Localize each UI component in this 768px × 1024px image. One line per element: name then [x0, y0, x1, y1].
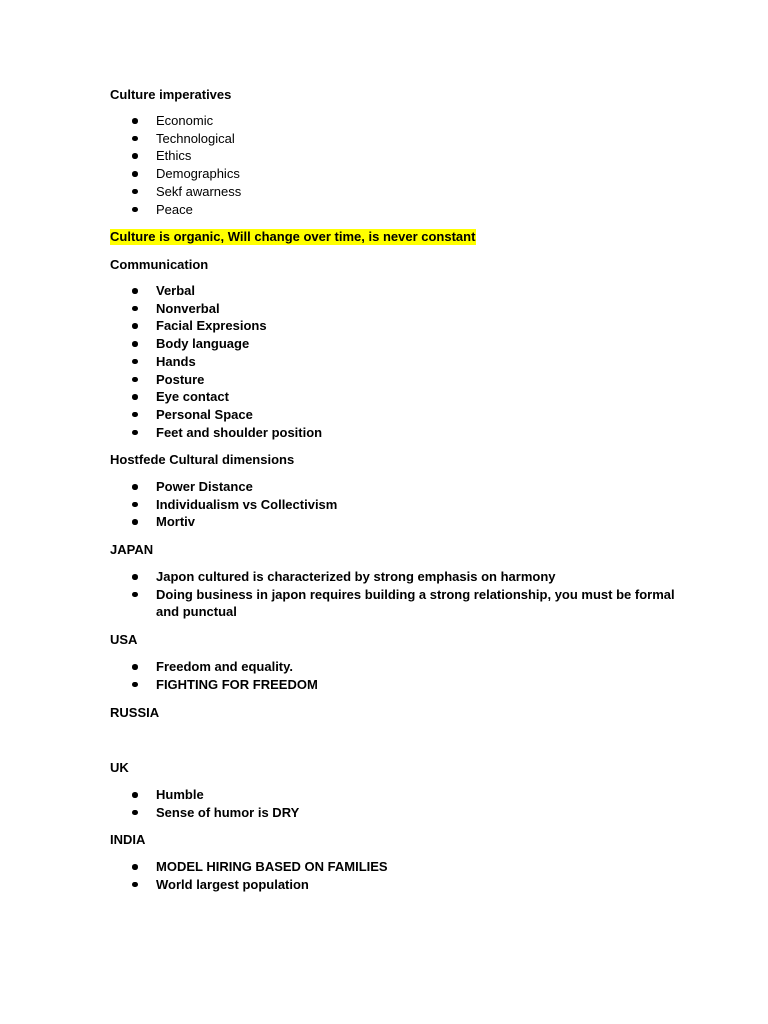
highlighted-statement-line	[110, 228, 476, 246]
list-usa	[110, 658, 318, 693]
heading-india: INDIA	[110, 832, 146, 847]
list-item: Body language	[110, 335, 322, 353]
list-item: Humble	[110, 786, 299, 804]
heading-usa: USA	[110, 632, 138, 647]
list-item: Japon cultured is characterized by strong emphasis on harmony	[110, 568, 676, 586]
heading-uk: UK	[110, 760, 129, 775]
heading-culture-imperatives: Culture imperatives	[110, 87, 232, 102]
list-item: Eye contact	[110, 388, 322, 406]
list-item: Peace	[110, 201, 241, 219]
list-uk	[110, 786, 299, 821]
list-japan	[110, 568, 676, 621]
heading-russia: RUSSIA	[110, 705, 160, 720]
list-item: Nonverbal	[110, 300, 322, 318]
list-item: Power Distance	[110, 478, 337, 496]
list-item: Posture	[110, 371, 322, 389]
list-hofstede	[110, 478, 337, 531]
list-item: Feet and shoulder position	[110, 424, 322, 442]
list-india	[110, 858, 388, 893]
list-item: Freedom and equality.	[110, 658, 318, 676]
list-item: Hands	[110, 353, 322, 371]
list-item: Demographics	[110, 165, 241, 183]
list-culture-imperatives	[110, 112, 241, 218]
highlighted-statement: Culture is organic, Will change over time, is never constant	[110, 229, 476, 244]
list-item: Ethics	[110, 147, 241, 165]
list-item: Technological	[110, 130, 241, 148]
list-item: Economic	[110, 112, 241, 130]
heading-hofstede: Hostfede Cultural dimensions	[110, 452, 295, 467]
list-communication	[110, 282, 322, 441]
list-item: Doing business in japon requires building a strong relationship, you must be formal and punctual	[110, 586, 676, 621]
list-item: World largest population	[110, 876, 388, 894]
list-item: Sense of humor is DRY	[110, 804, 299, 822]
list-item: Individualism vs Collectivism	[110, 496, 337, 514]
heading-japan: JAPAN	[110, 542, 154, 557]
list-item: FIGHTING FOR FREEDOM	[110, 676, 318, 694]
list-item: Sekf awarness	[110, 183, 241, 201]
list-item: MODEL HIRING BASED ON FAMILIES	[110, 858, 388, 876]
list-item: Facial Expresions	[110, 317, 322, 335]
list-item: Personal Space	[110, 406, 322, 424]
list-item: Verbal	[110, 282, 322, 300]
list-item: Mortiv	[110, 513, 337, 531]
heading-communication: Communication	[110, 257, 209, 272]
